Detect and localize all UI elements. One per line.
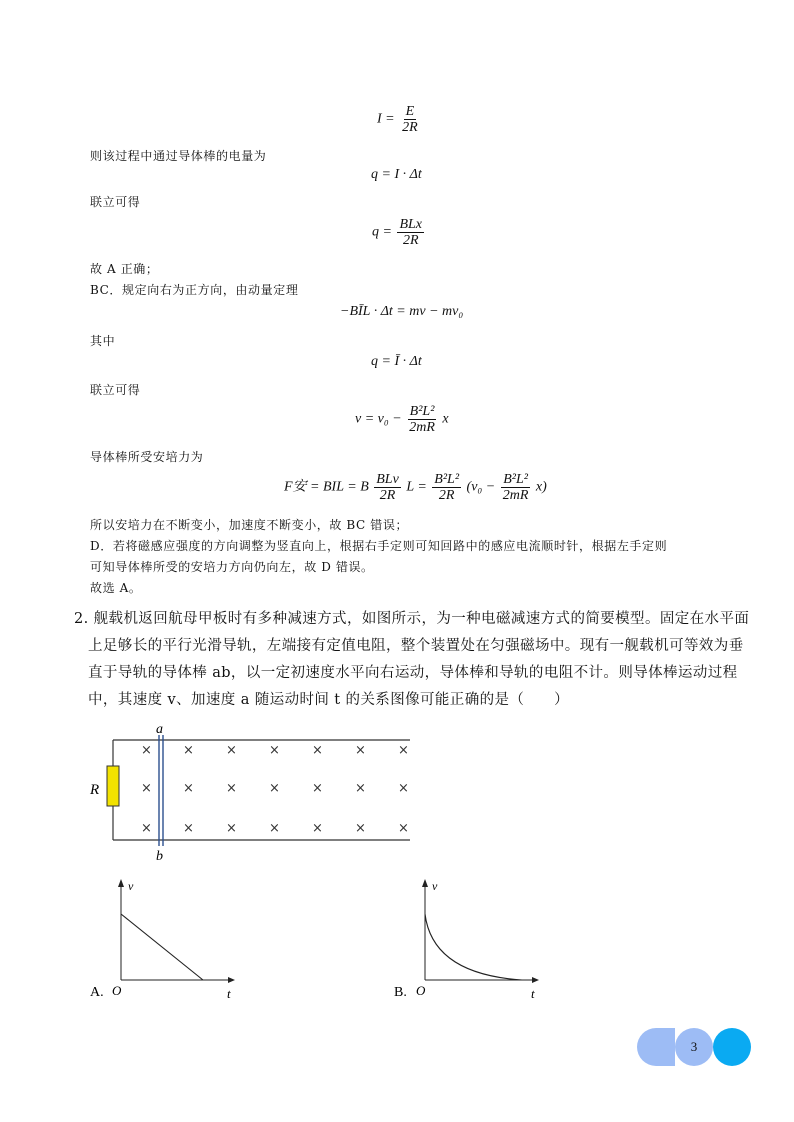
origin-label: O xyxy=(416,983,426,998)
field-cross-mark: × xyxy=(226,743,237,758)
axis-arrow xyxy=(228,977,235,983)
eq-current: I = $\frac{E}{2R}$ xyxy=(377,104,418,135)
t-axis-label: t xyxy=(227,986,231,1001)
text-charge-intro: 则该过程中通过导体棒的电量为 xyxy=(90,149,267,163)
question-2-stem xyxy=(74,606,764,714)
magnetic-field-marks xyxy=(141,743,409,836)
axis-arrow xyxy=(118,879,124,887)
fraction: $\frac{\text{B²L²}}{2mR}$ xyxy=(502,472,529,503)
text-d-line-2: 可知导体棒所受的安培力方向仍向左，故 D 错误。 xyxy=(90,560,374,574)
eq-charge: q = I · Δt xyxy=(371,167,422,182)
field-cross-mark: × xyxy=(398,821,409,836)
curve-decay xyxy=(425,914,522,980)
page-number: 3 xyxy=(690,1039,698,1054)
field-cross-mark: × xyxy=(312,743,323,758)
field-cross-mark: × xyxy=(269,743,280,758)
eq-charge-result: q = $\frac{\text{BLx}}{2R}$ xyxy=(372,217,423,248)
axis-arrow xyxy=(422,879,428,887)
label-b: b xyxy=(156,849,163,862)
label-a: a xyxy=(156,722,163,737)
text-d-line-1: D．若将磁感应强度的方向调整为竖直向上，根据右手定则可知回路中的感应电流顺时针，根据左手定则 xyxy=(90,539,668,553)
text-force-intro: 导体棒所受安培力为 xyxy=(90,450,204,464)
origin-label: O xyxy=(112,983,122,998)
eq-velocity: v = v₀ − $\frac{\text{B²L²}}{2mR}$ x xyxy=(355,404,449,435)
field-cross-mark: × xyxy=(355,781,366,796)
field-cross-mark: × xyxy=(141,743,152,758)
field-cross-mark: × xyxy=(183,821,194,836)
fraction: $\frac{\text{BLv}}{2R}$ xyxy=(376,472,399,503)
field-cross-mark: × xyxy=(269,821,280,836)
field-cross-mark: × xyxy=(398,743,409,758)
field-cross-mark: × xyxy=(355,743,366,758)
text-combine-1: 联立可得 xyxy=(90,195,141,209)
v-axis-label: v xyxy=(432,879,438,893)
field-cross-mark: × xyxy=(312,781,323,796)
eq-ampere-force: F安 = BIL = B $\frac{\text{BLv}}{2R}$ L = $\frac{\text{B²L²}}{2R}$ (v₀ − $\frac{\text{B²L²}}{2mR}$ x) xyxy=(284,472,547,503)
field-cross-mark: × xyxy=(226,781,237,796)
text-answer: 故选 A。 xyxy=(90,581,142,595)
t-axis-label: t xyxy=(531,986,535,1001)
field-cross-mark: × xyxy=(398,781,409,796)
field-cross-mark: × xyxy=(183,781,194,796)
eq-average-charge: q = Ī · Δt xyxy=(371,354,422,369)
circuit-diagram xyxy=(85,722,425,862)
curve-linear xyxy=(121,914,203,980)
option-b-graph xyxy=(392,876,552,1002)
option-letter: A. xyxy=(90,985,104,1000)
text-bc-intro: BC．规定向右为正方向，由动量定理 xyxy=(90,283,299,297)
fraction: $\frac{\text{B²L²}}{2R}$ xyxy=(434,472,460,503)
field-cross-mark: × xyxy=(141,821,152,836)
question-line: 中，其速度 v、加速度 a 随运动时间 t 的关系图像可能正确的是（ ） xyxy=(88,692,570,708)
field-cross-mark: × xyxy=(183,743,194,758)
resistor xyxy=(107,766,119,806)
fraction: $\frac{\text{BLx}}{2R}$ xyxy=(399,217,423,248)
field-cross-mark: × xyxy=(141,781,152,796)
badge-bridge xyxy=(656,1028,675,1066)
text-where: 其中 xyxy=(90,334,116,348)
field-cross-mark: × xyxy=(312,821,323,836)
field-cross-mark: × xyxy=(226,821,237,836)
question-line: 上足够长的平行光滑导轨，左端接有定值电阻，整个装置处在匀强磁场中。现有一舰载机可等效为垂 xyxy=(88,638,744,654)
field-cross-mark: × xyxy=(355,821,366,836)
badge-circle-right xyxy=(713,1028,751,1066)
label-r: R xyxy=(90,782,100,798)
fraction: $\frac{\text{B²L²}}{2mR}$ xyxy=(409,404,435,435)
page-number-badge xyxy=(637,1028,751,1066)
question-line: 2. 舰载机返回航母甲板时有多种减速方式，如图所示，为一种电磁减速方式的简要模型。固定在水平面 xyxy=(74,611,750,627)
text-bc-wrong: 所以安培力在不断变小，加速度不断变小，故 BC 错误； xyxy=(90,518,409,532)
text-combine-2: 联立可得 xyxy=(90,383,141,397)
field-cross-mark: × xyxy=(269,781,280,796)
text-a-correct: 故 A 正确； xyxy=(90,262,159,276)
eq-momentum: −BĪL · Δt = mv − mv₀ xyxy=(340,304,464,319)
option-letter: B. xyxy=(394,985,407,1000)
axis-arrow xyxy=(532,977,539,983)
v-axis-label: v xyxy=(128,879,134,893)
question-line: 直于导轨的导体棒 ab，以一定初速度水平向右运动，导体棒和导轨的电阻不计。则导体棒运动过程 xyxy=(88,665,738,681)
option-a-graph xyxy=(88,876,248,1002)
fraction: $\frac{E}{2R}$ xyxy=(402,104,418,135)
